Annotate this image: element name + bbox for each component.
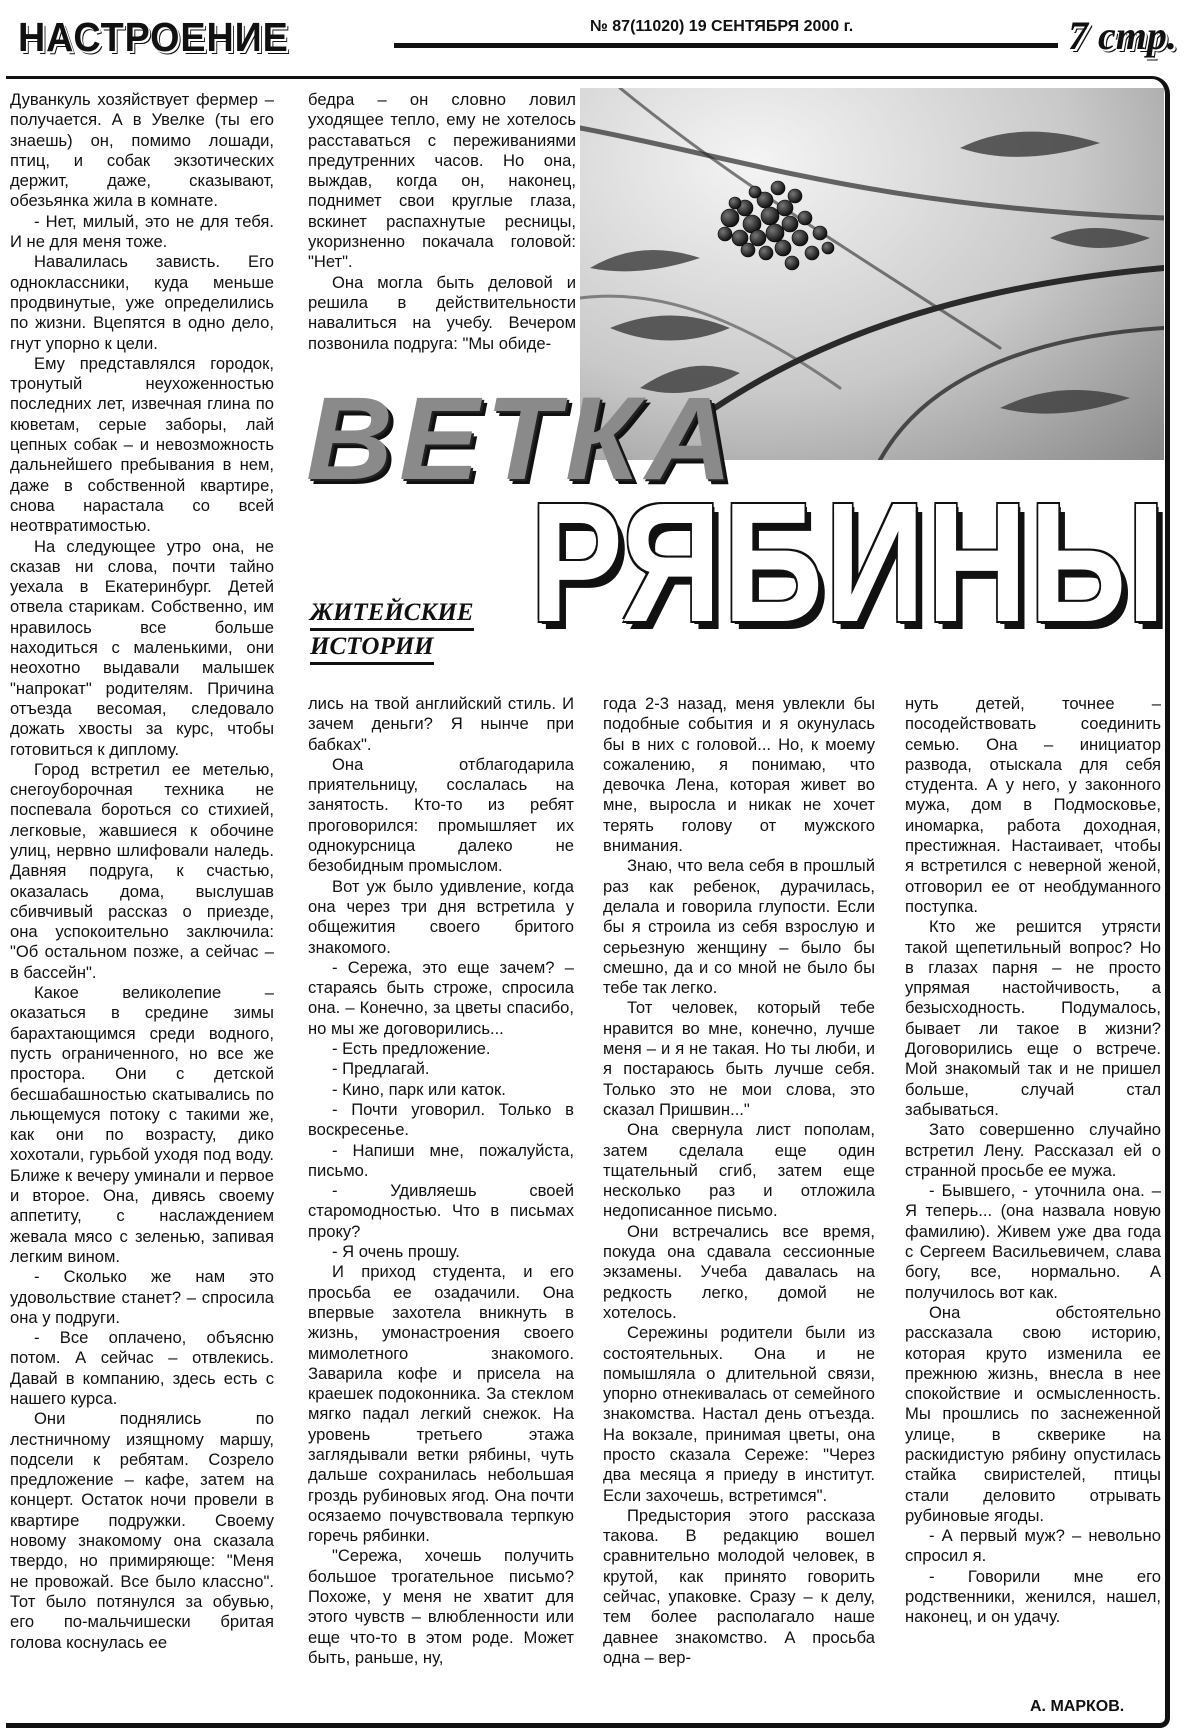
paragraph: нуть детей, точнее – посодействовать соединить семью. Она – инициатор развода, отыскала для себя студента. А у него, у законного мужа, дом в Подмосковье, иномарка, работа доходная, престижная. Настаивает, чтобы я встретился с неверной женой, отговорил ее от необдуманного поступка. [905,694,1161,916]
paragraph: Сережины родители были из состоятельных. Она и не помышляла о длительной связи, упорно отнекивалась от семейного знакомства. Настал день отъезда. На вокзале, принимая цветы, она просто сказала Сереже: "Через два месяца я приеду в институт. Если захочешь, встретимся". [603,1323,875,1505]
paragraph: Дуванкуль хозяйствует фермер – получается. А в Увелке (ты его знаешь) он, помимо лошади, птиц, и собак экзотических держит, даже, сказывают, обезьянка жила в комнате. [10,90,274,211]
paragraph: лись на твой английский стиль. И зачем деньги? Я нынче при бабках". [308,694,574,754]
paragraph: - Напиши мне, пожалуйста, письмо. [308,1140,574,1180]
paragraph: - Сережа, это еще зачем? – стараясь быть строже, спросила она. – Конечно, за цветы спасибо, но мы же договорились... [308,957,574,1038]
paragraph: Какое великолепие – оказаться в средине зимы барахтающимся среди водного, пусть ограниченного, но все же простора. Они с детской бесшабашностью скатывались по льющемуся потоку с такими же, как они по возрасту, дико хохотали, гурьбой уходя под воду. Ближе к вечеру уминали и первое и второе. Она, дивясь своему аппетиту, с наслаждением жевала мясо с зеленью, запивая легким вином. [10,983,274,1266]
paragraph: Ему представлялся городок, тронутый неухоженностью последних лет, извечная глина по кюветам, серые заборы, лай цепных собак – и невозможность дальнейшего пребывания в нем, даже в собственной квартире, снова нарастала со всей неотвратимостью. [10,353,274,536]
paragraph: - Предлагай. [332,1059,430,1079]
paragraph: На следующее утро она, не сказав ни слова, почти тайно уехала в Екатеринбург. Детей отвела старикам. Собственно, им нравилось все больше находиться с маленькими, они неохотно выдавали малышек "напрокат" родителям. Причина отъезда весомая, следовало дожать хвосты за курс, чтобы готовиться к диплому. [10,536,274,759]
paragraph: Город встретил ее метелью, снегоуборочная техника не поспевала бороться со стихией, легковые, жавшиеся к обочине улиц, нервно шлифовали наледь. Давняя подруга, к счастью, оказалась дома, выслушав сбивчивый рассказ о приезде, она успокоительно заключила: "Об остальном позже, а сейчас – в бассейн". [10,759,274,982]
paragraph: - Сколько же нам это удовольствие станет? – спросила она у подруги. [10,1267,274,1327]
header-rule [394,43,1058,48]
paragraph: года 2-3 назад, меня увлекли бы подобные события и я окунулась бы в них с головой... Но, к моему сожалению, я понимаю, что девочка Лена, которая живет во мне, выросла и никак не хочет терять голову от мужского внимания. [603,694,875,856]
page-number: 7 стр. [1062,12,1177,59]
text-column-3 [603,694,875,1715]
paragraph: Навалилась зависть. Его одноклассники, куда меньше продвинутые, уже определились по жизни. Вцепятся в одно дело, гнут упорно к цели. [10,252,274,353]
paragraph: Она могла быть деловой и решила в действительности навалиться на учебу. Вечером позвонила подруга: "Мы обиде- [308,272,576,353]
paragraph: "Сережа, хочешь получить большое трогательное письмо? Похоже, у меня не хватит для этого чувств – влюбленности или еще что-то в этом роде. Может быть, раньше, ну, [308,1546,574,1667]
text-column-4 [905,694,1161,1699]
paragraph: Они поднялись по лестничному изящному маршу, подсели к ребятам. Созрело предложение – кафе, затем на концерт. Остаток ночи провели в квартире подружки. Своему новому знакомому она сказала твердо, но примиряюще: "Меня не провожай. Все было классно". Тот было потянулся за обувью, его по-мальчишески бритая голова коснулась ее [10,1409,274,1652]
paragraph: - Говорили мне его родственники, женился, нашел, наконец, и он удачу. [905,1566,1161,1627]
paragraph: - Я очень прошу. [332,1242,460,1262]
paragraph: - Бывшего, - уточнила она. – Я теперь... (она назвала новую фамилию). Живем уже два года с Сергеем Васильевичем, слава богу, все, нормально. А получилось вот как. [905,1181,1161,1302]
paragraph: - Есть предложение. [332,1039,491,1059]
paragraph: - Все оплачено, объясню потом. А сейчас – отвлекись. Давай в компанию, здесь есть с нашего курса. [10,1328,274,1408]
issue-info: № 87(11020) 19 СЕНТЯБРЯ 2000 г. [582,18,861,36]
paragraph: Вот уж было удивление, когда она через три дня встретила у общежития своего бритого знакомого. [308,876,574,957]
section-title: НАСТРОЕНИЕ [18,14,289,60]
paragraph: Она обстоятельно рассказала свою историю, которая круто изменила ее прежнюю жизнь, внесла в нее спокойствие и осмысленность. Мы прошлись по заснеженной улице, в скверике на раскидистую рябину опустилась стайка свиристелей, птицы стали деловито отрывать рубиновые ягоды. [905,1302,1161,1525]
headline-line-2: РЯБИНЫ [530,468,1168,658]
paragraph: Они встречались все время, покуда она сдавала сессионные экзамены. Учеба давалась на редкость легко, домой не хотелось. [603,1221,875,1322]
rubric-line-1: ЖИТЕЙСКИЕ [310,597,474,631]
paragraph: - Почти уговорил. Только в воскресенье. [308,1099,574,1140]
paragraph: Она отблагодарила приятельницу, сослалась на занятость. Кто-то из ребят проговорился: промышляет их однокурсница далеко не безобидным промыслом. [308,754,574,876]
paragraph: Тот человек, который тебе нравится во мне, конечно, лучше меня – и я не такая. Но ты люби, и я постараюсь быть лучше себя. Только это не мои слова, это сказал Пришвин..." [603,998,875,1119]
paragraph: - Кино, парк или каток. [332,1079,506,1099]
paragraph: Знаю, что вела себя в прошлый раз как ребенок, дурачилась, делала и говорила глупости. Если бы я строила из себя взрослую и серьезную женщину – было бы смешно, да и со мной не было бы тебе так легко. [603,856,875,998]
headline-line-1: ВЕТКА [306,373,739,505]
paragraph: бедра – он словно ловил уходящее тепло, ему не хотелось расставаться с переживаниями предутренних часов. Но она, выждав, когда он, наконец, поднимет свои круглые глаза, вскинет распахнутые ресницы, укоризненно покачала головой: "Нет". [308,90,576,272]
paragraph: Зато совершенно случайно встретил Лену. Рассказал ей о странной просьбе ее мужа. [905,1120,1161,1180]
rubric-line-2: ИСТОРИИ [310,631,434,665]
paragraph: - Удивляешь своей старомодностью. Что в письмах проку? [308,1181,574,1241]
page-header [0,0,1189,72]
paragraph: И приход студента, и его просьба ее озадачили. Она впервые захотела вникнуть в жизнь, умонастроения своего мимолетного знакомого. Заварила кофе и присела на краешек подоконника. За стеклом мягко падал легкий снежок. На уровень третьего этажа заглядывали ветки рябины, чуть дальше сохранилась небольшая гроздь рубиновых ягод. Она почти осязаемо почувствовала терпкую горечь рябинки. [308,1262,574,1546]
text-column-1 [10,90,274,1715]
paragraph: Она свернула лист пополам, затем сделала еще один тщательный сгиб, затем еще несколько раз и отложила недописанное письмо. [603,1120,875,1221]
author-byline: А. МАРКОВ. [1030,1698,1125,1715]
paragraph: Кто же решится утрясти такой щепетильный вопрос? Но в глазах парня – не просто упрямая настойчивость, а безысходность. Подумалось, бывает ли такое в жизни? Договорились еще о встрече. Мой знакомый так и не пришел больше, случай стал забываться. [905,917,1161,1119]
rubric [310,597,480,665]
text-column-2-top [308,90,576,358]
paragraph: - А первый муж? – невольно спросил я. [905,1526,1161,1566]
text-column-2 [308,694,574,1715]
paragraph: Предыстория этого рассказа такова. В редакцию вошел сравнительно молодой человек, в крутой, как принято говорить сейчас, упаковке. Сразу – к делу, тем более располагало наше давнее знакомство. А просьба одна – вер- [603,1505,875,1667]
paragraph: - Нет, милый, это не для тебя. И не для меня тоже. [10,211,274,252]
